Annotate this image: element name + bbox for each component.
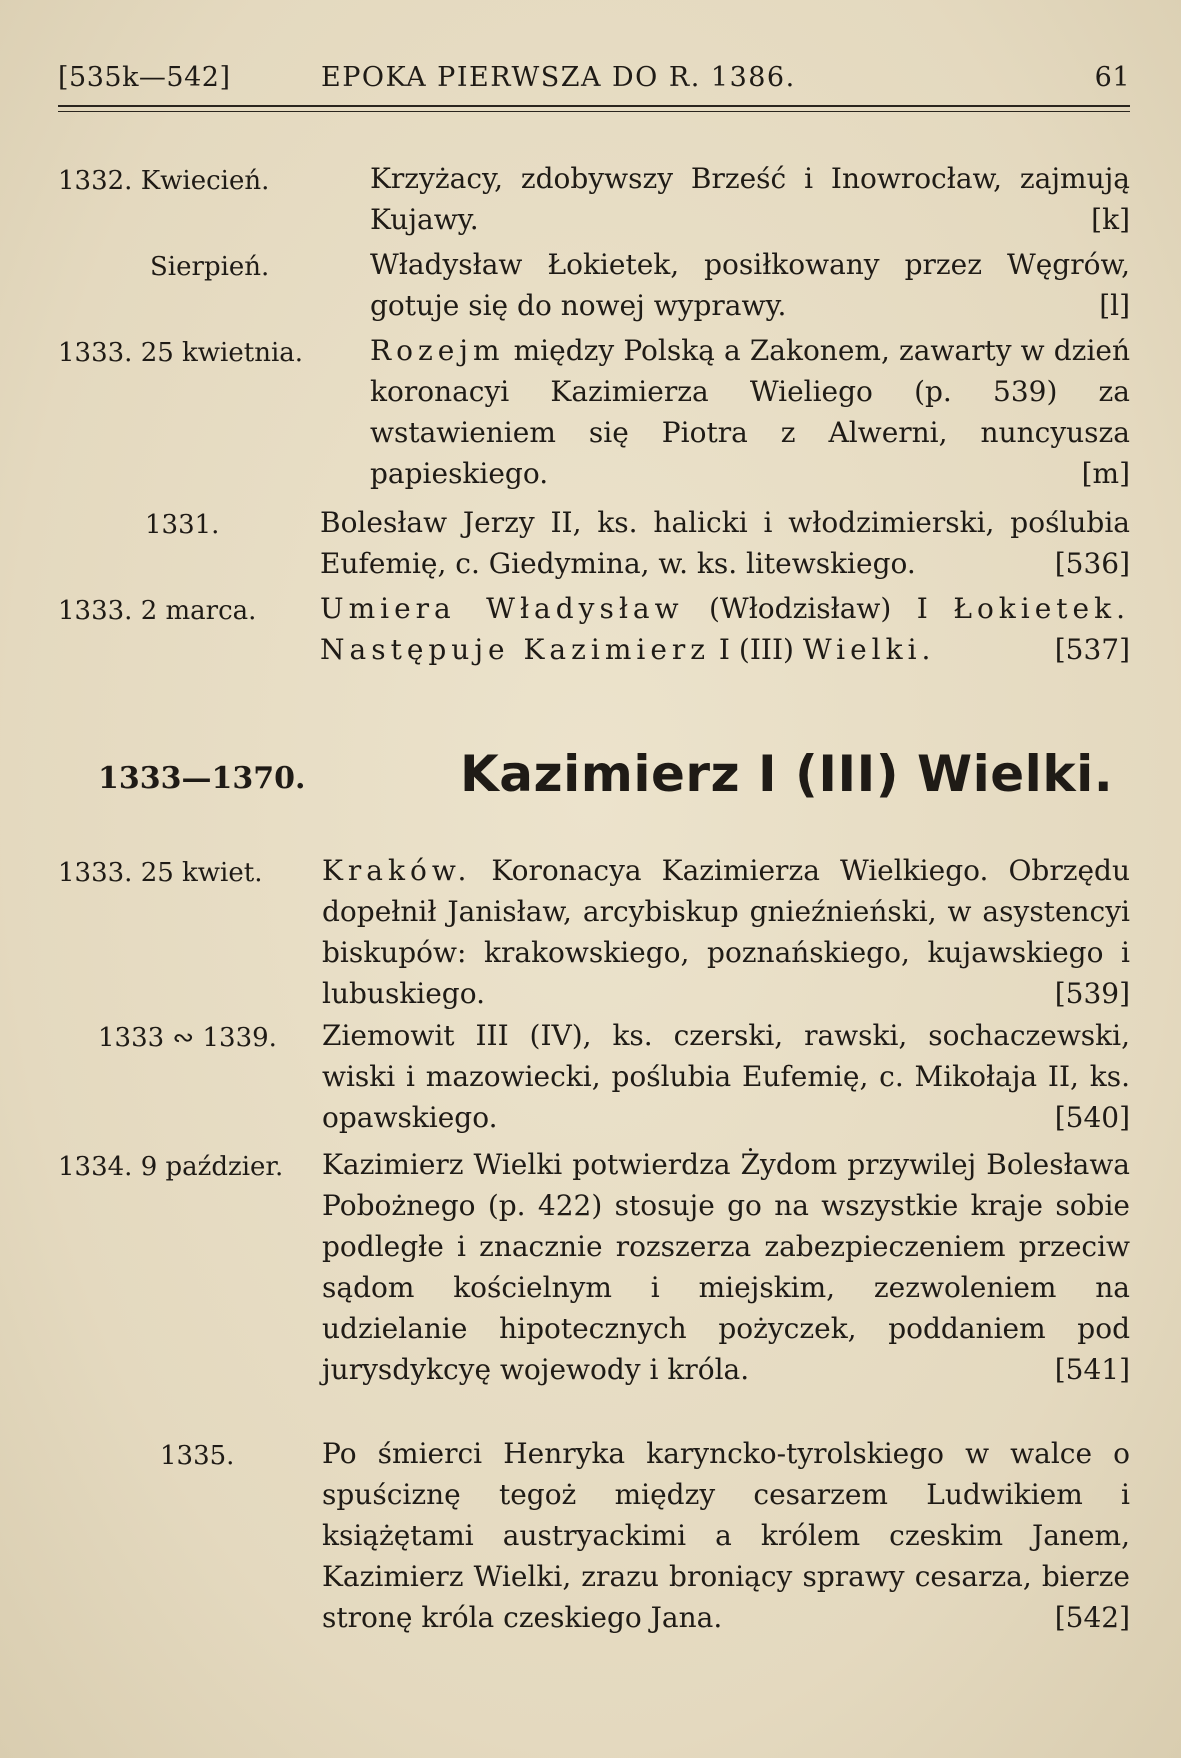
page-number: 61 [1094, 62, 1130, 93]
header-rule [58, 105, 1130, 107]
entry-ref: [k] [1091, 203, 1130, 236]
entry-text: Kazimierz Wielki potwierdza Żydom przywilej Bolesława Pobożnego (p. 422) stosuje go na wszystkie kraje sobie podległe i znacznie rozszerza zabezpieczeniem przeciw sądom kościelnym i miejskim, zezwoleniem na udzielanie hipotecznych pożyczek, poddaniem pod jurysdykcyę wojewody i króla. [541] [322, 1144, 1130, 1390]
entry-date: 1333. 25 kwietnia. [58, 338, 304, 368]
entry-ref: [m] [1081, 457, 1130, 490]
entry-ref: [l] [1099, 289, 1130, 322]
entry-ref: [539] [1054, 977, 1130, 1010]
entry-date: 1332. Kwiecień. [58, 166, 270, 196]
entry-date: 1333 ∾ 1339. [98, 1023, 277, 1053]
entry-date: 1333. 25 kwiet. [58, 858, 263, 888]
header-section-range: [535k—542] [58, 62, 231, 93]
entry-date: 1333. 2 marca. [58, 596, 257, 626]
entry-text: Krzyżacy, zdobywszy Brześć i Inowrocław, zajmują Kujawy. [k] [370, 158, 1130, 240]
entry-date: Sierpień. [150, 252, 270, 282]
entry-text: Kraków. Koronacya Kazimierza Wielkiego. Obrzędu dopełnił Janisław, arcybiskup gnieźnieński, w asystencyi biskupów: krakowskiego, poznańskiego, kujawskiego i lubuskiego. [539] [322, 850, 1130, 1014]
section-title: Kazimierz I (III) Wielki. [460, 745, 1114, 803]
entry-text: Władysław Łokietek, posiłkowany przez Węgrów, gotuje się do nowej wyprawy. [l] [370, 244, 1130, 326]
section-heading [0, 745, 1181, 815]
entry-ref: [540] [1054, 1101, 1130, 1134]
section-years: 1333—1370. [98, 761, 306, 796]
header-rule-thin [58, 111, 1130, 112]
header-title: EPOKA PIERWSZA DO R. 1386. [321, 62, 796, 93]
entry-date: 1334. 9 paździer. [58, 1152, 284, 1182]
entry-text: Ziemowit III (IV), ks. czerski, rawski, sochaczewski, wiski i mazowiecki, poślubia Eufemię, c. Mikołaja II, ks. opawskiego. [540] [322, 1015, 1130, 1138]
entry-ref: [541] [1054, 1353, 1130, 1386]
entry-ref: [537] [1054, 633, 1130, 666]
entry-text: Umiera Władysław (Włodzisław) I Łokietek. Następuje Kazimierz I (III) Wielki. [537] [320, 588, 1130, 670]
entry-text: Po śmierci Henryka karyncko-tyrolskiego w walce o spuściznę tegoż między cesarzem Ludwikiem i książętami austryackimi a królem czeskim Janem, Kazimierz Wielki, zrazu broniący sprawy cesarza, bierze stronę króla czeskiego Jana. [542] [322, 1433, 1130, 1638]
running-header [58, 62, 1130, 102]
entry-date: 1331. [145, 510, 220, 540]
entry-text: Rozejm między Polską a Zakonem, zawarty w dzień koronacyi Kazimierza Wieliego (p. 539) za wstawieniem się Piotra z Alwerni, nuncyusza papieskiego. [m] [370, 330, 1130, 494]
entry-ref: [542] [1054, 1601, 1130, 1634]
entry-date: 1335. [160, 1441, 235, 1471]
entry-ref: [536] [1054, 547, 1130, 580]
entry-text: Bolesław Jerzy II, ks. halicki i włodzimierski, poślubia Eufemię, c. Giedymina, w. ks. litewskiego. [536] [320, 502, 1130, 584]
